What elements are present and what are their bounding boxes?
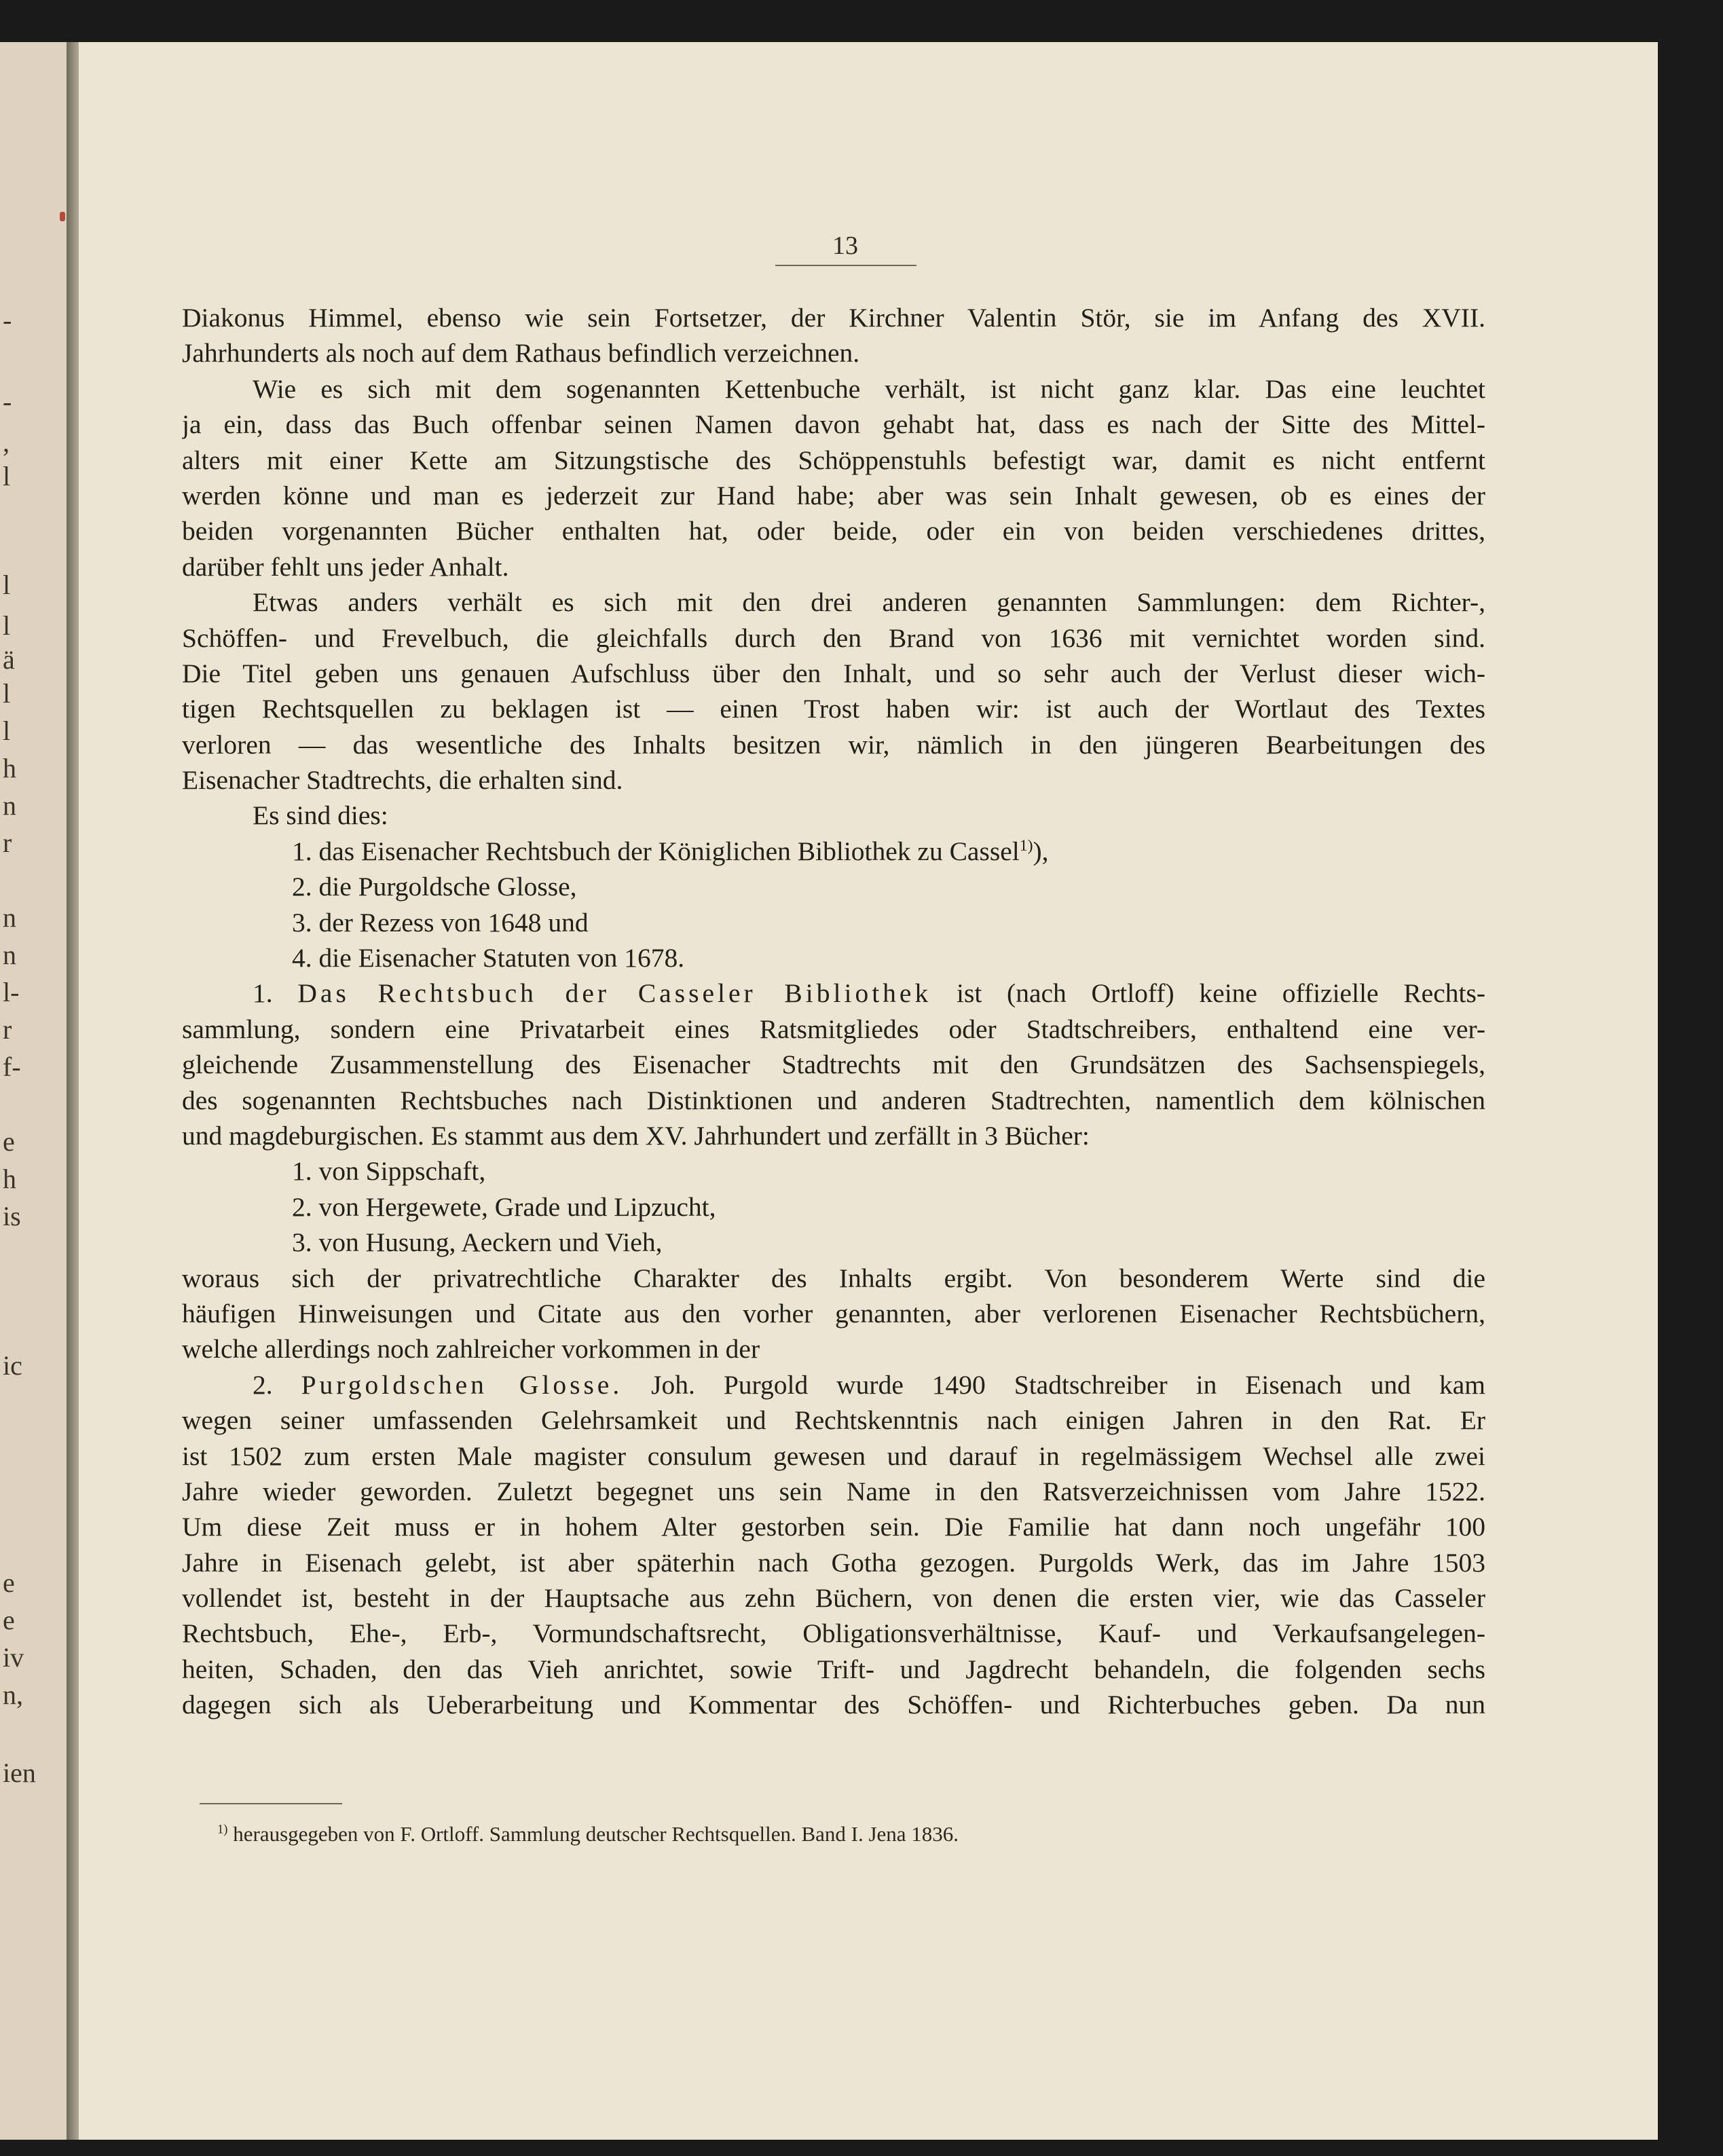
list-item: 3. der Rezess von 1648 und (292, 907, 589, 937)
margin-fragment: l (3, 715, 11, 746)
margin-fragment: r (3, 1014, 12, 1045)
margin-fragment: ic (3, 1350, 22, 1381)
text-line: Um diese Zeit muss er in hohem Alter gestorben sein. Die Familie hat dann noch ungefähr 100 (182, 1512, 1485, 1542)
footnote-marker: 1) (1019, 836, 1033, 855)
footnote-text: herausgegeben von F. Ortloff. Sammlung deutscher Rechtsquellen. Band I. Jena 1836. (227, 1822, 959, 1846)
text-line: gleichende Zusammenstellung des Eisenacher Stadtrechts mit den Grundsätzen des Sachsenspiegels, (182, 1049, 1485, 1080)
page-mark (60, 212, 65, 221)
text-line: Es sind dies: (253, 800, 388, 831)
text-line: häufigen Hinweisungen und Citate aus den vorher genannten, aber verlorenen Eisenacher Rechtsbüchern, (182, 1298, 1485, 1328)
list-item: 1. von Sippschaft, (292, 1156, 486, 1187)
margin-fragment: , (3, 427, 10, 458)
footnote-rule (200, 1803, 342, 1804)
text-line: Wie es sich mit dem sogenannten Kettenbuche verhält, ist nicht ganz klar. Das eine leuchtet (253, 373, 1485, 404)
margin-fragment: e (3, 1567, 15, 1598)
list-item: 3. von Husung, Aeckern und Vieh, (292, 1227, 663, 1258)
book-page (79, 42, 1658, 2140)
margin-fragment: ien (3, 1758, 36, 1788)
margin-fragment: h (3, 753, 16, 783)
text-line: Jahre wieder geworden. Zuletzt begegnet uns sein Name in den Ratsverzeichnissen vom Jahre 1522. (182, 1476, 1485, 1506)
text-line: Etwas anders verhält es sich mit den drei anderen genannten Sammlungen: dem Richter-, (253, 587, 1485, 618)
section-heading: Das Rechtsbuch der Casseler Bibliothek (297, 978, 932, 1009)
margin-fragment: e (3, 1126, 15, 1157)
section-text: Joh. Purgold wurde 1490 Stadtschreiber in Eisenach und kam (623, 1369, 1485, 1400)
margin-fragment: n (3, 902, 16, 933)
text-line: Jahre in Eisenach gelebt, ist aber späterhin nach Gotha gezogen. Purgolds Werk, das im Jahre 1503 (182, 1547, 1485, 1578)
margin-fragment: n (3, 940, 16, 970)
text-line: ist 1502 zum ersten Male magister consulum gewesen und darauf in regelmässigem Wechsel alle zwei (182, 1441, 1485, 1471)
list-item: 2. von Hergewete, Grade und Lipzucht, (292, 1191, 716, 1222)
text-line: Schöffen- und Frevelbuch, die gleichfalls durch den Brand von 1636 mit vernichtet worden sind. (182, 622, 1485, 653)
section-heading: Purgoldschen Glosse. (301, 1369, 623, 1400)
margin-fragment: r (3, 828, 12, 858)
text-line: Die Titel geben uns genauen Aufschluss über den Inhalt, und so sehr auch der Verlust dieser wich- (182, 658, 1485, 688)
section-number: 1. (253, 978, 298, 1009)
margin-fragment: h (3, 1164, 16, 1194)
list-item-text: 1. das Eisenacher Rechtsbuch der Königlichen Bibliothek zu Cassel (292, 836, 1020, 866)
page-number-rule (775, 265, 916, 266)
section-text: ist (nach Ortloff) keine offizielle Rechts- (931, 978, 1485, 1009)
margin-fragment: - (3, 386, 12, 417)
text-line: Eisenacher Stadtrechts, die erhalten sind. (182, 765, 623, 796)
text-line: Rechtsbuch, Ehe-, Erb-, Vormundschaftsrecht, Obligationsverhältnisse, Kauf- und Verkaufsangelegen- (182, 1618, 1485, 1649)
text-line: Jahrhunderts als noch auf dem Rathaus befindlich verzeichnen. (182, 338, 860, 369)
margin-fragment: l (3, 610, 11, 641)
text-line: wegen seiner umfassenden Gelehrsamkeit und Rechtskenntnis nach einigen Jahren in den Rat. Er (182, 1405, 1485, 1436)
margin-fragment: n, (3, 1679, 23, 1710)
text-line: und magdeburgischen. Es stammt aus dem XV. Jahrhundert und zerfällt in 3 Bücher: (182, 1120, 1090, 1151)
margin-fragment: ä (3, 644, 15, 675)
margin-fragment: e (3, 1605, 15, 1635)
margin-fragment: - (3, 305, 12, 335)
book-gutter (67, 42, 80, 2140)
list-item: 2. die Purgoldsche Glosse, (292, 872, 577, 902)
text-line (182, 1367, 1485, 1402)
margin-fragment: f- (3, 1052, 21, 1082)
adjacent-page-strip (0, 42, 67, 2140)
text-line: alters mit einer Kette am Sitzungstische des Schöppenstuhls befestigt war, damit es nicht entfernt (182, 445, 1485, 475)
text-line: vollendet ist, besteht in der Hauptsache aus zehn Büchern, von denen die ersten vier, wie das Casseler (182, 1583, 1485, 1614)
page-number: 13 (832, 231, 858, 260)
margin-fragment: l (3, 570, 11, 600)
text-line: tigen Rechtsquellen zu beklagen ist — einen Trost haben wir: ist auch der Wortlaut des Textes (182, 694, 1485, 724)
text-line: Diakonus Himmel, ebenso wie sein Fortsetzer, der Kirchner Valentin Stör, sie im Anfang des XVII. (182, 303, 1485, 333)
text-line: woraus sich der privatrechtliche Charakter des Inhalts ergibt. Von besonderem Werte sind die (182, 1263, 1485, 1293)
list-item (182, 834, 1485, 869)
text-line (182, 975, 1485, 1011)
footnote-ref-suffix: ), (1033, 836, 1049, 866)
margin-fragment: is (3, 1201, 21, 1231)
text-line: ja ein, dass das Buch offenbar seinen Namen davon gehabt hat, dass es nach der Sitte des Mittel- (182, 409, 1485, 440)
text-line: beiden vorgenannten Bücher enthalten hat, oder beide, oder ein von beiden verschiedenes drittes, (182, 516, 1485, 546)
section-number: 2. (253, 1369, 301, 1400)
text-line: verloren — das wesentliche des Inhalts besitzen wir, nämlich in den jüngeren Bearbeitungen des (182, 729, 1485, 760)
text-line: welche allerdings noch zahlreicher vorkommen in der (182, 1334, 760, 1364)
text-line: des sogenannten Rechtsbuches nach Distinktionen und anderen Stadtrechten, namentlich dem kölnischen (182, 1085, 1485, 1115)
margin-fragment: iv (3, 1642, 24, 1673)
text-line: dagegen sich als Ueberarbeitung und Kommentar des Schöffen- und Richterbuches geben. Da nun (182, 1690, 1485, 1720)
margin-fragment: n (3, 790, 16, 821)
list-item: 4. die Eisenacher Statuten von 1678. (292, 943, 685, 973)
body-text (182, 300, 1485, 1723)
footnote-marker: 1) (217, 1822, 228, 1837)
margin-fragment: l (3, 678, 11, 709)
text-line: darüber fehlt uns jeder Anhalt. (182, 551, 509, 582)
footnote (217, 1822, 959, 1846)
text-line: werden könne und man es jederzeit zur Hand habe; aber was sein Inhalt gewesen, ob es eines der (182, 480, 1485, 510)
margin-fragment: l (3, 461, 11, 491)
text-line: heiten, Schaden, den das Vieh anrichtet, sowie Trift- und Jagdrecht behandeln, die folgenden sechs (182, 1654, 1485, 1684)
margin-fragment: l- (3, 977, 20, 1007)
text-line: sammlung, sondern eine Privatarbeit eines Ratsmitgliedes oder Stadtschreibers, enthaltend eine ver- (182, 1014, 1485, 1044)
